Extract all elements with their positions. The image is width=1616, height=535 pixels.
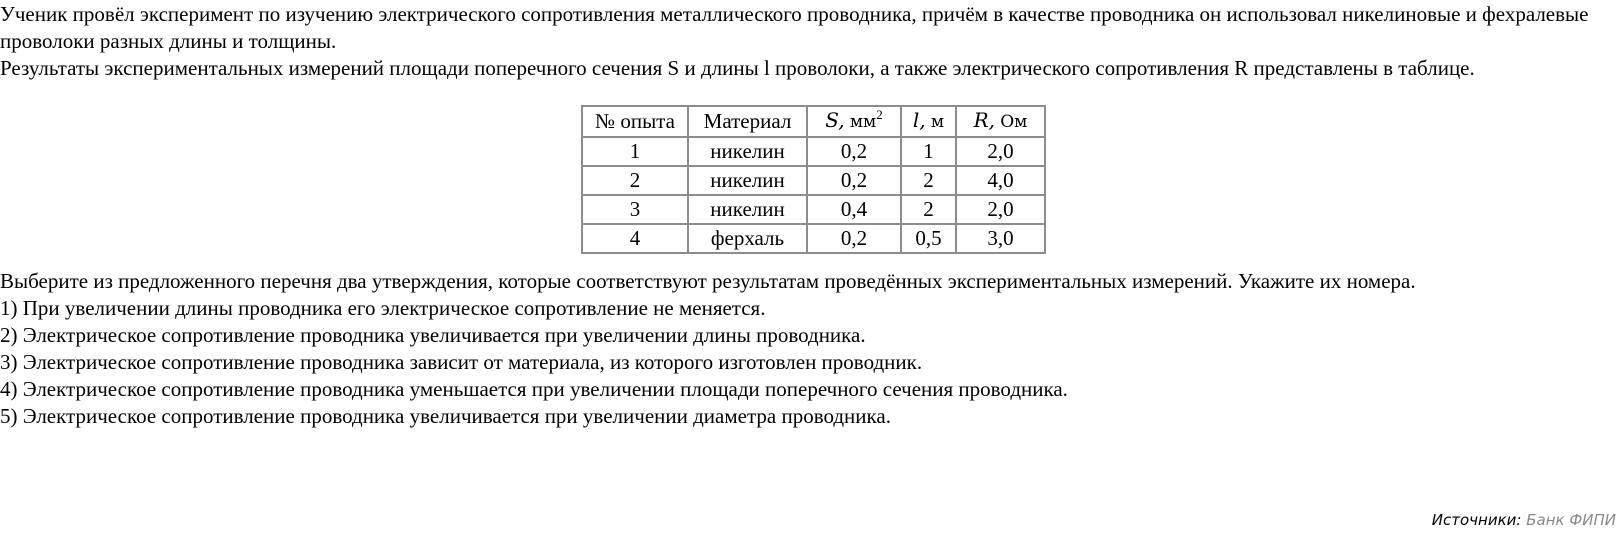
cell-material: никелин <box>688 166 807 195</box>
header-resistance <box>956 106 1045 137</box>
table-row <box>582 224 1045 253</box>
cell-resistance: 2,0 <box>956 195 1045 224</box>
cell-area: 0,2 <box>807 137 901 166</box>
sources-line <box>1432 510 1616 530</box>
length-variable: l, <box>912 108 926 132</box>
source-link-fipi-bank[interactable]: Банк ФИПИ <box>1526 511 1616 529</box>
measurements-table <box>581 105 1046 254</box>
cell-length: 2 <box>901 166 956 195</box>
cell-area: 0,4 <box>807 195 901 224</box>
cell-experiment-number: 3 <box>582 195 688 224</box>
resistance-unit: Ом <box>1000 112 1028 132</box>
resistance-variable: R, <box>973 108 995 132</box>
answer-option: 2) Электрическое сопротивление проводника увеличивается при увеличении длины проводника. <box>0 323 866 347</box>
header-material: Материал <box>688 106 807 137</box>
table-row <box>582 195 1045 224</box>
header-length <box>901 106 956 137</box>
cell-material: никелин <box>688 137 807 166</box>
intro-paragraph-1: Ученик провёл эксперимент по изучению электрического сопротивления металлического проводника, причём в качестве проводника он использовал никелиновые и фехралевые проволоки разных длины и толщины. <box>0 2 1589 53</box>
cell-experiment-number: 2 <box>582 166 688 195</box>
question-block <box>0 268 1610 430</box>
area-variable: S, <box>825 108 845 132</box>
cell-length: 0,5 <box>901 224 956 253</box>
table-wrapper <box>0 105 1610 254</box>
intro-paragraph-2: Результаты экспериментальных измерений площади поперечного сечения S и длины l проволоки, а также электрического сопротивления R представлены в таблице. <box>0 56 1475 80</box>
cell-length: 2 <box>901 195 956 224</box>
header-cross-section-area <box>807 106 901 137</box>
cell-length: 1 <box>901 137 956 166</box>
header-experiment-number: № опыта <box>582 106 688 137</box>
cell-resistance: 4,0 <box>956 166 1045 195</box>
cell-material: никелин <box>688 195 807 224</box>
cell-experiment-number: 1 <box>582 137 688 166</box>
area-unit: мм <box>849 112 877 132</box>
length-unit: м <box>930 112 945 132</box>
cell-experiment-number: 4 <box>582 224 688 253</box>
task-intro <box>0 0 1610 82</box>
answer-options-list <box>0 295 1610 430</box>
answer-option: 5) Электрическое сопротивление проводника увеличивается при увеличении диаметра проводника. <box>0 404 891 428</box>
table-row <box>582 166 1045 195</box>
cell-resistance: 3,0 <box>956 224 1045 253</box>
cell-area: 0,2 <box>807 224 901 253</box>
cell-resistance: 2,0 <box>956 137 1045 166</box>
cell-material: ферхаль <box>688 224 807 253</box>
sources-label: Источники: <box>1431 511 1522 529</box>
cell-area: 0,2 <box>807 166 901 195</box>
table-row <box>582 137 1045 166</box>
area-unit-exponent: 2 <box>876 107 883 122</box>
question-prompt: Выберите из предложенного перечня два утверждения, которые соответствуют результатам проведённых экспериментальных измерений. Укажите их номера. <box>0 269 1416 293</box>
table-header-row <box>582 106 1045 137</box>
answer-option: 1) При увеличении длины проводника его электрическое сопротивление не меняется. <box>0 296 766 320</box>
answer-option: 3) Электрическое сопротивление проводника зависит от материала, из которого изготовлен проводник. <box>0 350 923 374</box>
answer-option: 4) Электрическое сопротивление проводника уменьшается при увеличении площади поперечного сечения проводника. <box>0 377 1068 401</box>
